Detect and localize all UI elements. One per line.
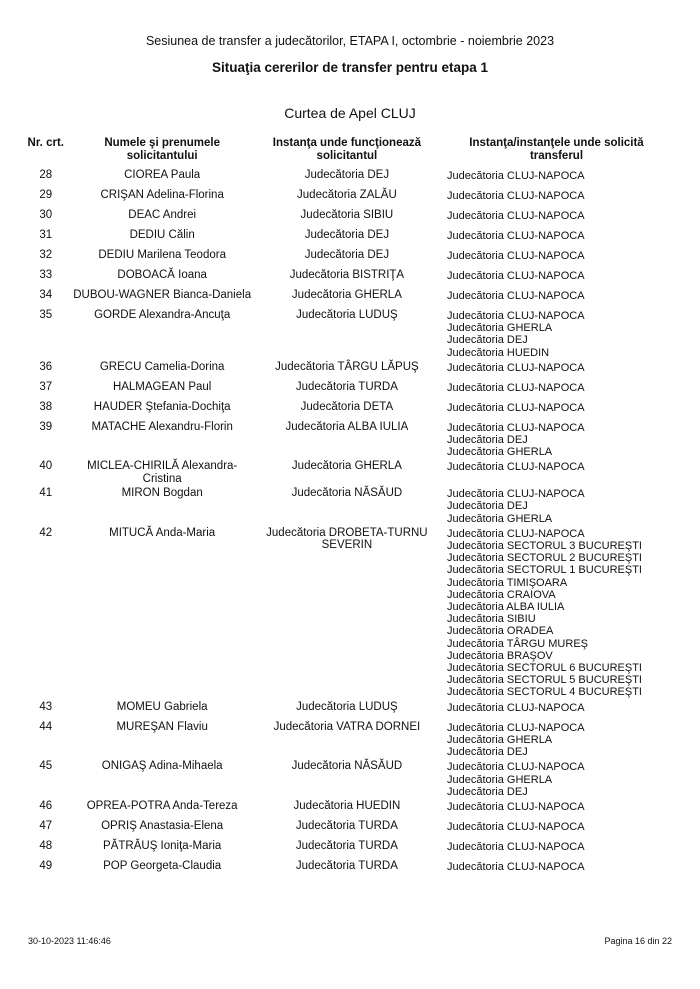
- column-header-current-court: Instanţa unde funcţionează solicitantul: [272, 137, 422, 162]
- current-court: Judecătoria SIBIU: [300, 209, 394, 221]
- current-court: Judecătoria DEJ: [304, 249, 390, 261]
- requested-court: Judecătoria CLUJ-NAPOCA: [446, 721, 585, 734]
- table-row: [20, 167, 672, 187]
- row-number: 29: [39, 189, 53, 201]
- table-body: [20, 167, 672, 878]
- requested-court: Judecătoria SECTORUL 1 BUCUREŞTI: [446, 564, 642, 577]
- requested-court: Judecătoria CLUJ-NAPOCA: [446, 270, 585, 282]
- current-court: Judecătoria TURDA: [295, 819, 398, 832]
- table-row: [20, 419, 672, 459]
- requested-court: Judecătoria CLUJ-NAPOCA: [446, 401, 585, 414]
- current-court: Judecătoria TÂRGU LĂPUŞ: [275, 360, 419, 373]
- requested-courts: [441, 287, 672, 307]
- applicant-name: MIRON Bogdan: [121, 487, 203, 500]
- table-row: [20, 187, 672, 207]
- table-row: [20, 359, 672, 379]
- row-number: 31: [39, 229, 53, 241]
- requested-court: Judecătoria CLUJ-NAPOCA: [446, 170, 585, 182]
- table-row: [20, 485, 672, 525]
- table-row: [20, 858, 672, 878]
- table-row: [20, 247, 672, 267]
- table-row: [20, 758, 672, 798]
- table-row: [20, 818, 672, 838]
- row-number: 46: [39, 799, 53, 812]
- current-court: Judecătoria DEJ: [304, 229, 390, 241]
- requested-court: Judecătoria CLUJ-NAPOCA: [446, 800, 585, 813]
- row-number: 43: [39, 700, 53, 713]
- row-number: 47: [39, 819, 53, 832]
- requested-court: Judecătoria GHERLA: [446, 773, 553, 786]
- applicant-name: GORDE Alexandra-Ancuţa: [94, 309, 231, 321]
- current-court: Judecătoria NĂSĂUD: [291, 487, 403, 500]
- applicant-name: MICLEA-CHIRILĂ Alexandra-Cristina: [87, 460, 238, 485]
- row-number: 37: [39, 380, 53, 393]
- current-court: Judecătoria BISTRIŢA: [289, 269, 405, 281]
- row-number: 48: [39, 839, 53, 852]
- requested-court: Judecătoria DEJ: [446, 746, 528, 759]
- requested-court: Judecătoria BRAŞOV: [446, 649, 553, 662]
- requested-court: Judecătoria CLUJ-NAPOCA: [446, 701, 585, 714]
- requested-court: Judecătoria GHERLA: [446, 322, 553, 335]
- requested-court: Judecătoria CLUJ-NAPOCA: [446, 361, 585, 374]
- applicant-name: CIOREA Paula: [124, 169, 201, 181]
- row-number: 38: [39, 400, 53, 413]
- requested-court: Judecătoria GHERLA: [446, 733, 553, 746]
- requested-courts: [441, 167, 672, 187]
- requested-courts: [441, 458, 672, 485]
- print-timestamp: 30-10-2023 11:46:46: [28, 936, 111, 946]
- row-number: 30: [39, 209, 53, 221]
- applicant-name: DOBOACĂ Ioana: [117, 269, 207, 281]
- requested-court: Judecătoria HUEDIN: [446, 346, 550, 359]
- table-row: [20, 379, 672, 399]
- applicant-name: POP Georgeta-Claudia: [103, 859, 222, 872]
- applicant-name: OPREA-POTRA Anda-Tereza: [86, 799, 238, 812]
- requested-court: Judecătoria CLUJ-NAPOCA: [446, 290, 585, 302]
- row-number: 42: [39, 526, 53, 539]
- applicant-name: DEAC Andrei: [128, 209, 197, 221]
- requested-courts: [441, 758, 672, 798]
- requested-court: Judecătoria CLUJ-NAPOCA: [446, 190, 585, 202]
- requested-court: Judecătoria TÂRGU MUREŞ: [446, 637, 588, 650]
- row-number: 40: [39, 460, 53, 473]
- requested-courts: [441, 227, 672, 247]
- page-title: Situaţia cererilor de transfer pentru etapa 1: [211, 60, 489, 75]
- requested-court: Judecătoria DEJ: [446, 434, 528, 447]
- requested-courts: [441, 798, 672, 818]
- requested-courts: [441, 858, 672, 878]
- applicant-name: HAUDER Ştefania-Dochiţa: [93, 400, 231, 413]
- requested-court: Judecătoria SIBIU: [446, 613, 536, 626]
- requested-courts: [441, 267, 672, 287]
- requested-courts: [441, 525, 672, 699]
- requested-court: Judecătoria CLUJ-NAPOCA: [446, 421, 585, 434]
- current-court: Judecătoria GHERLA: [291, 289, 402, 301]
- current-court: Judecătoria VATRA DORNEI: [273, 720, 421, 733]
- requested-court: Judecătoria ORADEA: [446, 625, 554, 638]
- requested-court: Judecătoria ALBA IULIA: [446, 601, 565, 614]
- table-row: [20, 287, 672, 307]
- requested-courts: [441, 307, 672, 359]
- row-number: 39: [39, 420, 53, 433]
- requested-court: Judecătoria SECTORUL 2 BUCUREŞTI: [446, 552, 642, 565]
- table-row: [20, 399, 672, 419]
- table-row: [20, 227, 672, 247]
- table-row: [20, 719, 672, 759]
- page-number: Pagina 16 din 22: [604, 936, 672, 946]
- requested-court: Judecătoria CLUJ-NAPOCA: [446, 860, 585, 873]
- applicant-name: DEDIU Marilena Teodora: [98, 249, 226, 261]
- applicant-name: DEDIU Călin: [129, 229, 195, 241]
- requested-court: Judecătoria CLUJ-NAPOCA: [446, 840, 585, 853]
- requested-court: Judecătoria CLUJ-NAPOCA: [446, 310, 585, 322]
- requested-court: Judecătoria CLUJ-NAPOCA: [446, 250, 585, 262]
- current-court: Judecătoria TURDA: [295, 839, 398, 852]
- row-number: 32: [39, 249, 53, 261]
- table-row: [20, 307, 672, 359]
- applicant-name: GRECU Camelia-Dorina: [99, 360, 225, 373]
- requested-court: Judecătoria CLUJ-NAPOCA: [446, 461, 585, 474]
- current-court: Judecătoria LUDUŞ: [296, 700, 398, 713]
- table-row: [20, 207, 672, 227]
- table-row: [20, 458, 672, 485]
- requested-court: Judecătoria DEJ: [446, 785, 528, 798]
- applicant-name: MITUCĂ Anda-Maria: [109, 526, 216, 539]
- row-number: 28: [39, 169, 53, 181]
- requested-court: Judecătoria DEJ: [446, 334, 528, 347]
- row-number: 34: [39, 289, 53, 301]
- requested-court: Judecătoria SECTORUL 4 BUCUREŞTI: [446, 686, 642, 699]
- requested-courts: [441, 359, 672, 379]
- current-court: Judecătoria DROBETA-TURNU SEVERIN: [266, 526, 428, 552]
- requested-court: Judecătoria SECTORUL 5 BUCUREŞTI: [446, 674, 642, 687]
- table-row: [20, 838, 672, 858]
- applicant-name: MOMEU Gabriela: [116, 700, 208, 713]
- requested-court: Judecătoria CLUJ-NAPOCA: [446, 488, 585, 501]
- current-court: Judecătoria HUEDIN: [293, 799, 401, 812]
- current-court: Judecătoria ALBA IULIA: [285, 420, 409, 433]
- requested-court: Judecătoria SECTORUL 3 BUCUREŞTI: [446, 540, 642, 553]
- current-court: Judecătoria ZALĂU: [297, 189, 397, 201]
- requested-court: Judecătoria CLUJ-NAPOCA: [446, 230, 585, 242]
- applicant-name: MATACHE Alexandru-Florin: [91, 420, 233, 433]
- row-number: 33: [39, 269, 53, 281]
- requested-courts: [441, 399, 672, 419]
- requested-court: Judecătoria CLUJ-NAPOCA: [446, 761, 585, 774]
- transfer-requests-table: [20, 137, 672, 878]
- row-number: 35: [39, 309, 53, 321]
- requested-court: Judecătoria CLUJ-NAPOCA: [446, 820, 585, 833]
- applicant-name: ONIGAŞ Adina-Mihaela: [101, 760, 223, 773]
- requested-court: Judecătoria TIMIŞOARA: [446, 576, 568, 589]
- current-court: Judecătoria NĂSĂUD: [291, 760, 403, 773]
- requested-courts: [441, 419, 672, 459]
- session-title: Sesiunea de transfer a judecătorilor, ETAPA I, octombrie - noiembrie 2023: [145, 34, 555, 48]
- column-header-requested-courts: Instanţa/instanţele unde solicită transferul: [469, 137, 644, 162]
- current-court: Judecătoria DEJ: [304, 169, 390, 181]
- requested-court: Judecătoria GHERLA: [446, 446, 553, 459]
- requested-courts: [441, 379, 672, 399]
- table-row: [20, 525, 672, 699]
- requested-courts: [441, 699, 672, 719]
- requested-courts: [441, 485, 672, 525]
- table-header-row: [20, 137, 672, 167]
- row-number: 49: [39, 859, 53, 872]
- applicant-name: OPRIŞ Anastasia-Elena: [101, 819, 224, 832]
- current-court: Judecătoria TURDA: [295, 859, 398, 872]
- table-row: [20, 267, 672, 287]
- table-row: [20, 798, 672, 818]
- requested-courts: [441, 719, 672, 759]
- requested-courts: [441, 247, 672, 267]
- applicant-name: PĂTRĂUŞ Ioniţa-Maria: [103, 839, 222, 852]
- table-row: [20, 699, 672, 719]
- requested-court: Judecătoria CRAIOVA: [446, 588, 556, 601]
- requested-courts: [441, 818, 672, 838]
- requested-courts: [441, 187, 672, 207]
- requested-court: Judecătoria CLUJ-NAPOCA: [446, 381, 585, 394]
- current-court: Judecătoria DETA: [300, 400, 394, 413]
- applicant-name: DUBOU-WAGNER Bianca-Daniela: [73, 289, 252, 301]
- current-court: Judecătoria TURDA: [295, 380, 398, 393]
- requested-court: Judecătoria CLUJ-NAPOCA: [446, 527, 585, 540]
- row-number: 41: [39, 487, 53, 500]
- column-header-nr: Nr. crt.: [27, 137, 64, 149]
- current-court: Judecătoria GHERLA: [291, 460, 402, 473]
- row-number: 45: [39, 760, 53, 773]
- applicant-name: MUREŞAN Flaviu: [116, 720, 208, 733]
- row-number: 44: [39, 720, 53, 733]
- requested-courts: [441, 838, 672, 858]
- requested-court: Judecătoria DEJ: [446, 500, 528, 513]
- row-number: 36: [39, 360, 53, 373]
- column-header-name: Numele şi prenumele solicitantului: [104, 137, 220, 162]
- current-court: Judecătoria LUDUŞ: [296, 309, 398, 321]
- requested-courts: [441, 207, 672, 227]
- court-name: Curtea de Apel CLUJ: [284, 105, 416, 121]
- applicant-name: HALMAGEAN Paul: [112, 380, 212, 393]
- applicant-name: CRIŞAN Adelina-Florina: [100, 189, 224, 201]
- requested-court: Judecătoria GHERLA: [446, 512, 553, 525]
- requested-court: Judecătoria SECTORUL 6 BUCUREŞTI: [446, 662, 642, 675]
- requested-court: Judecătoria CLUJ-NAPOCA: [446, 210, 585, 222]
